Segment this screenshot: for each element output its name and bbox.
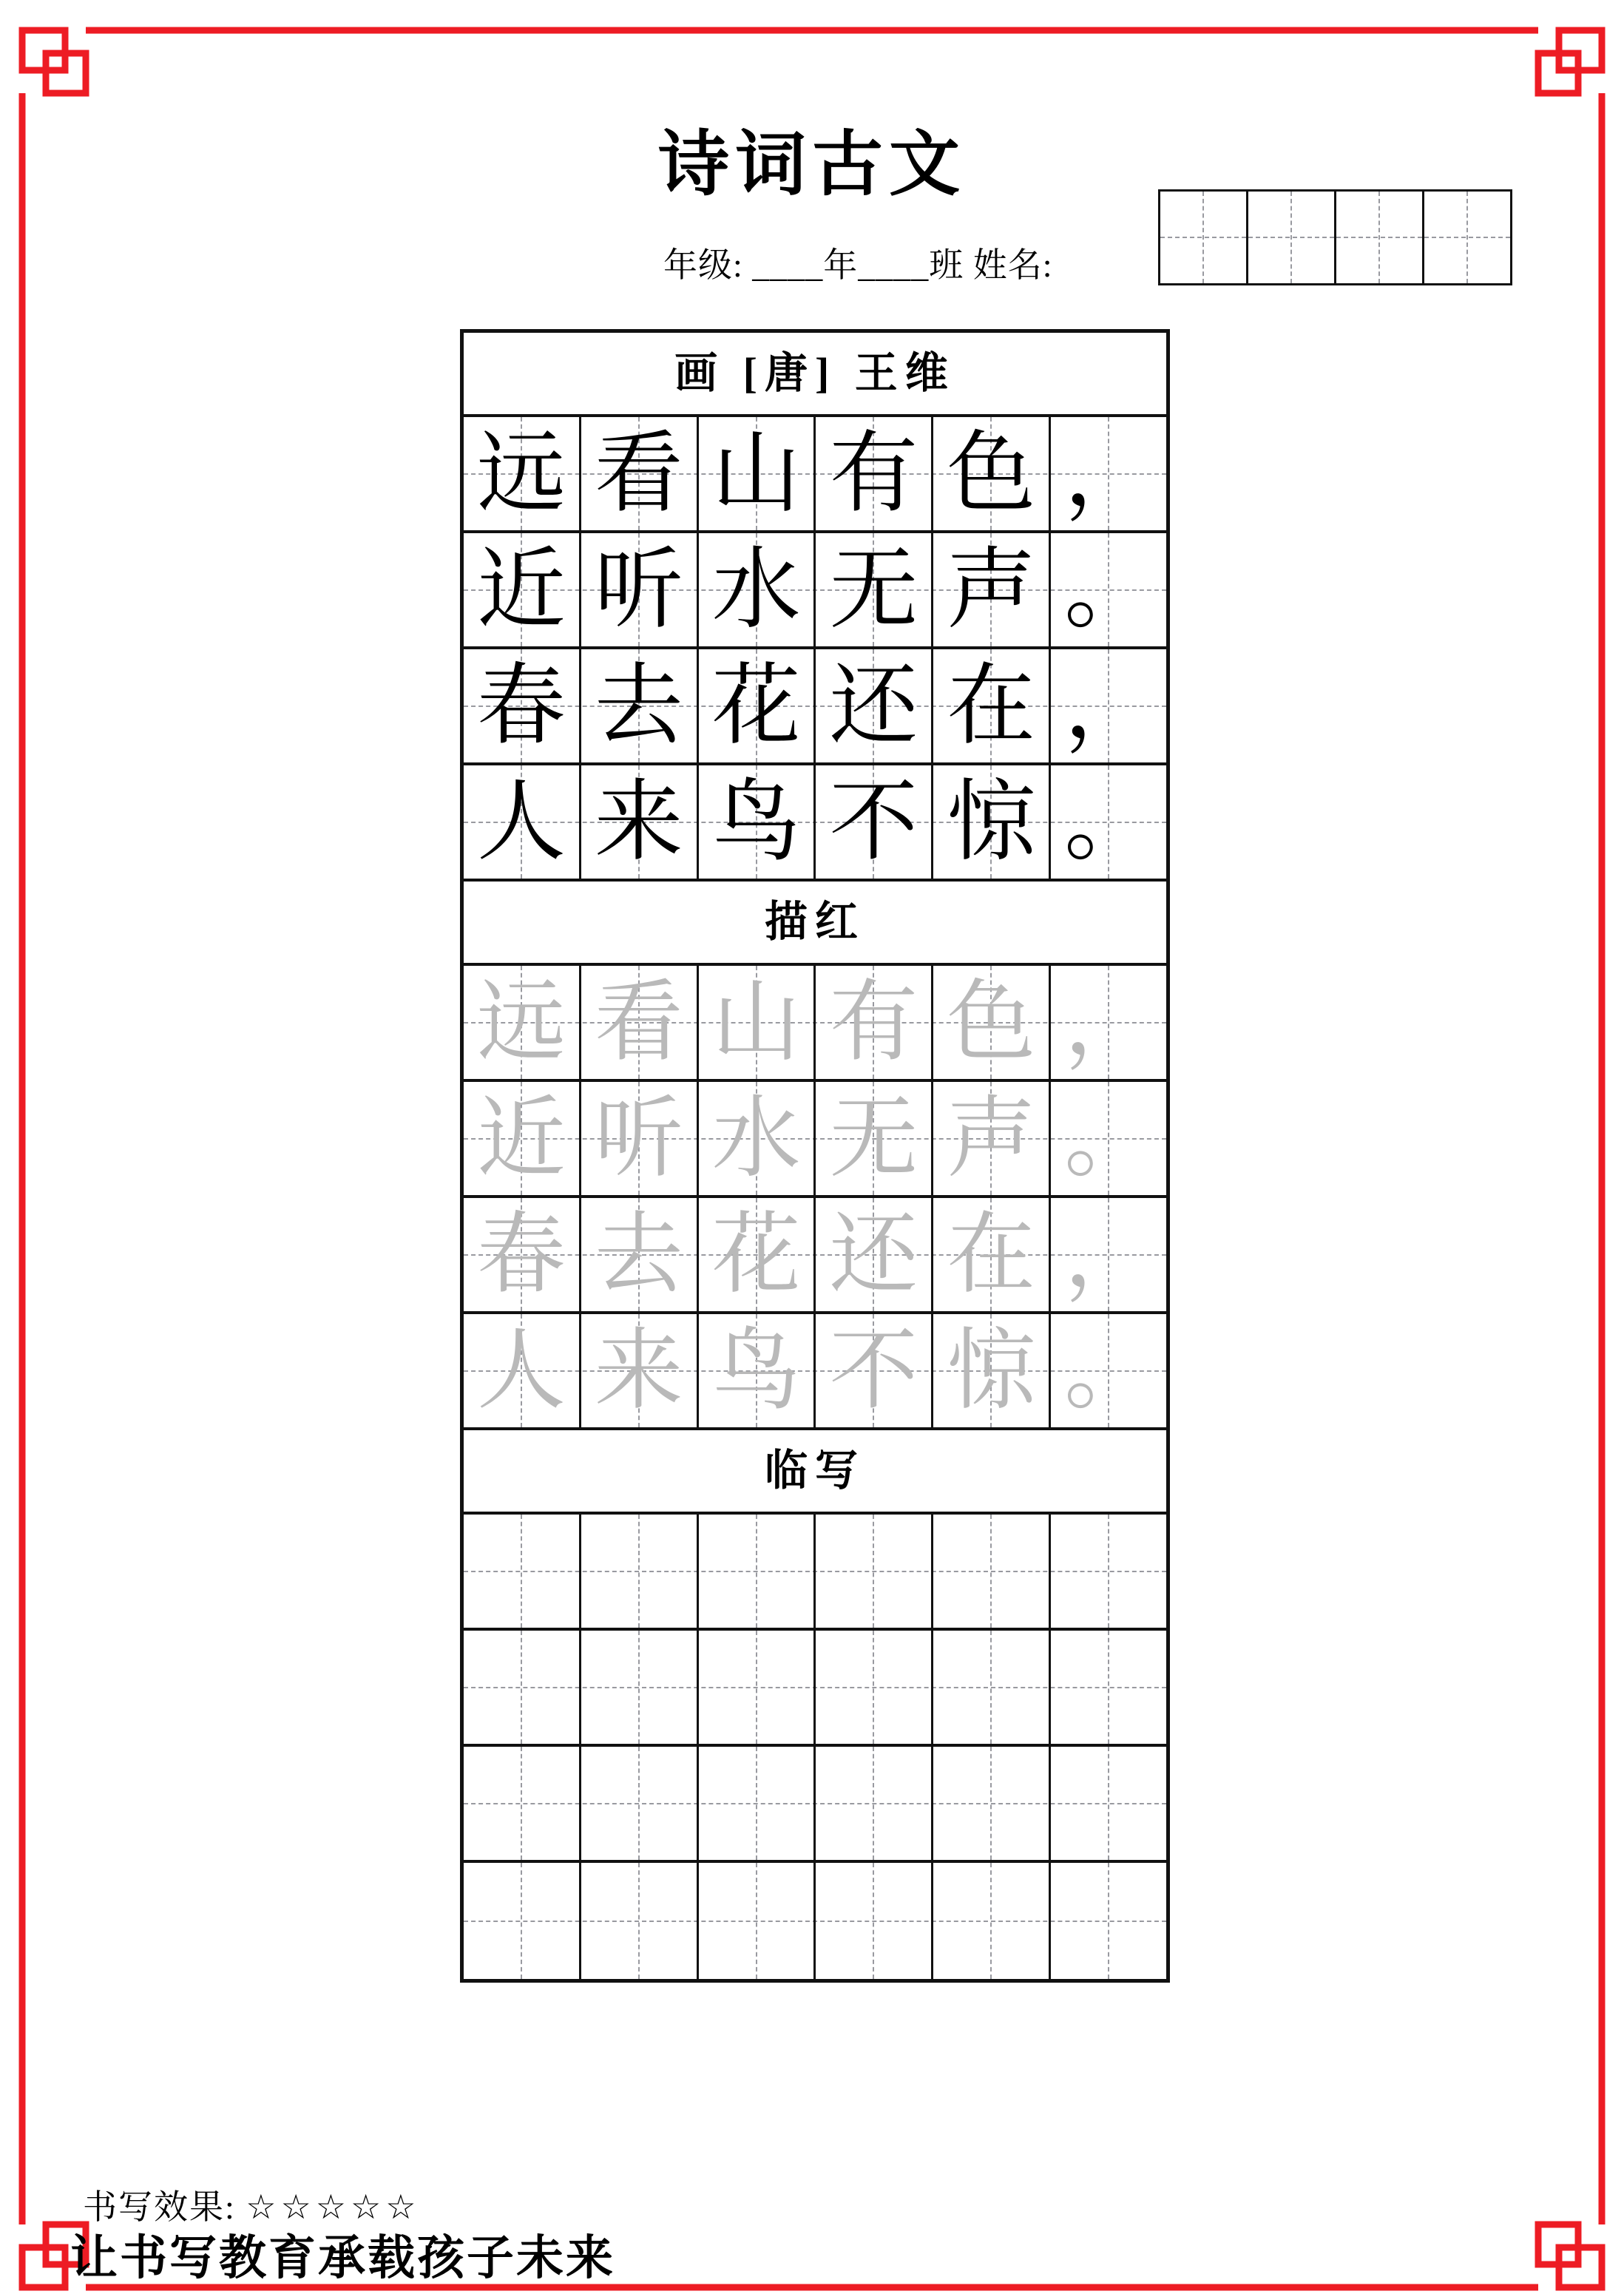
model-character: 山	[711, 424, 801, 523]
copy-char-cell	[1051, 1515, 1166, 1628]
model-char-cell	[464, 533, 581, 646]
trace-char-cell	[699, 1082, 816, 1195]
copy-char-cell	[1051, 1747, 1166, 1860]
trace-rows-section	[464, 966, 1166, 1430]
model-char-cell	[464, 765, 581, 879]
model-char-cell	[933, 649, 1051, 762]
model-row	[464, 533, 1166, 649]
name-box-cell	[1336, 192, 1424, 283]
trace-row	[464, 1082, 1166, 1198]
model-char-cell	[699, 649, 816, 762]
trace-character: 看	[594, 972, 683, 1072]
trace-character: ，	[1064, 1205, 1154, 1304]
copy-row	[464, 1747, 1166, 1863]
trace-char-cell	[816, 1314, 933, 1427]
trace-character: ，	[1064, 972, 1154, 1072]
model-char-cell	[816, 417, 933, 530]
trace-character: 春	[476, 1205, 566, 1304]
model-character: ，	[1064, 656, 1154, 755]
trace-character: 还	[829, 1205, 918, 1304]
trace-char-cell	[464, 1198, 581, 1311]
trace-char-cell	[933, 966, 1051, 1079]
copy-char-cell	[464, 1631, 581, 1744]
model-char-cell	[933, 417, 1051, 530]
model-char-cell	[699, 533, 816, 646]
copy-char-cell	[464, 1515, 581, 1628]
model-character: 人	[476, 772, 566, 871]
name-box-cell	[1424, 192, 1510, 283]
copy-char-cell	[1051, 1631, 1166, 1744]
model-char-cell	[933, 533, 1051, 646]
model-character: 来	[594, 772, 683, 871]
copy-char-cell	[933, 1863, 1051, 1979]
trace-char-cell	[699, 1198, 816, 1311]
page-title: 诗词古文	[658, 125, 966, 204]
corner-knot-ornament-bottom-right	[1538, 2224, 1602, 2287]
trace-character: 。	[1064, 1089, 1154, 1188]
copy-row	[464, 1863, 1166, 1979]
trace-char-cell	[816, 966, 933, 1079]
model-character: 。	[1064, 540, 1154, 639]
copy-char-cell	[816, 1863, 933, 1979]
name-box-cell	[1160, 192, 1248, 283]
copy-char-cell	[464, 1863, 581, 1979]
trace-character: 不	[829, 1321, 918, 1420]
model-char-cell	[581, 649, 699, 762]
model-character: 去	[594, 656, 683, 755]
model-character: 色	[947, 424, 1036, 523]
trace-character: 有	[829, 972, 918, 1072]
corner-knot-ornament-top-right	[1538, 30, 1602, 93]
trace-char-cell	[816, 1198, 933, 1311]
trace-character: 鸟	[711, 1321, 801, 1420]
trace-character: 近	[476, 1089, 566, 1188]
footer-slogan: 让书写教育承载孩子未来	[70, 2232, 615, 2284]
trace-character: 水	[711, 1089, 801, 1188]
model-character: 在	[947, 656, 1036, 755]
trace-character: 声	[947, 1089, 1036, 1188]
model-character: 无	[829, 540, 918, 639]
trace-char-cell	[933, 1082, 1051, 1195]
trace-row	[464, 1314, 1166, 1430]
trace-character: 惊	[947, 1321, 1036, 1420]
trace-character: 听	[594, 1089, 683, 1188]
model-char-cell	[464, 649, 581, 762]
trace-char-cell	[699, 966, 816, 1079]
trace-char-cell	[816, 1082, 933, 1195]
trace-section-header: 描红	[464, 882, 1166, 966]
model-character: 远	[476, 424, 566, 523]
copy-char-cell	[816, 1631, 933, 1744]
copy-char-cell	[464, 1747, 581, 1860]
model-row	[464, 765, 1166, 882]
model-char-cell	[581, 765, 699, 879]
trace-char-cell	[464, 966, 581, 1079]
copy-section-header: 临写	[464, 1430, 1166, 1515]
copy-char-cell	[1051, 1863, 1166, 1979]
trace-char-cell	[1051, 1082, 1166, 1195]
model-character: 不	[829, 772, 918, 871]
trace-char-cell	[464, 1314, 581, 1427]
trace-char-cell	[933, 1198, 1051, 1311]
model-character: 有	[829, 424, 918, 523]
model-row	[464, 649, 1166, 765]
copy-char-cell	[699, 1863, 816, 1979]
copy-char-cell	[699, 1515, 816, 1628]
model-character: 惊	[947, 772, 1036, 871]
trace-char-cell	[1051, 1314, 1166, 1427]
trace-char-cell	[699, 1314, 816, 1427]
writing-effect-label: 书写效果:	[83, 2188, 236, 2226]
trace-row	[464, 1198, 1166, 1314]
copy-char-cell	[699, 1747, 816, 1860]
model-character: 花	[711, 656, 801, 755]
copy-rows-section	[464, 1515, 1166, 1979]
model-char-cell	[581, 417, 699, 530]
model-char-cell	[1051, 417, 1166, 530]
model-character: 鸟	[711, 772, 801, 871]
trace-row	[464, 966, 1166, 1082]
practice-table	[460, 329, 1170, 1983]
trace-char-cell	[581, 1314, 699, 1427]
rating-stars: ☆☆☆☆☆	[246, 2187, 421, 2227]
model-char-cell	[699, 765, 816, 879]
trace-character: 在	[947, 1205, 1036, 1304]
trace-character: 山	[711, 972, 801, 1072]
trace-char-cell	[581, 966, 699, 1079]
corner-knot-ornament-top-left	[22, 30, 86, 93]
copy-row	[464, 1631, 1166, 1747]
model-char-cell	[933, 765, 1051, 879]
trace-char-cell	[581, 1082, 699, 1195]
model-row	[464, 417, 1166, 533]
trace-char-cell	[581, 1198, 699, 1311]
model-character: 声	[947, 540, 1036, 639]
copy-char-cell	[581, 1515, 699, 1628]
model-character: 水	[711, 540, 801, 639]
trace-char-cell	[1051, 1198, 1166, 1311]
trace-char-cell	[933, 1314, 1051, 1427]
copy-char-cell	[816, 1515, 933, 1628]
copy-char-cell	[933, 1515, 1051, 1628]
copy-char-cell	[699, 1631, 816, 1744]
model-char-cell	[1051, 765, 1166, 879]
name-box-cell	[1248, 192, 1336, 283]
trace-character: 。	[1064, 1321, 1154, 1420]
trace-character: 色	[947, 972, 1036, 1072]
trace-character: 来	[594, 1321, 683, 1420]
model-character: 近	[476, 540, 566, 639]
trace-character: 远	[476, 972, 566, 1072]
model-char-cell	[816, 533, 933, 646]
model-character: ，	[1064, 424, 1154, 523]
trace-character: 花	[711, 1205, 801, 1304]
copy-char-cell	[816, 1747, 933, 1860]
copy-char-cell	[933, 1747, 1051, 1860]
copy-char-cell	[581, 1863, 699, 1979]
model-character: 还	[829, 656, 918, 755]
model-character: 听	[594, 540, 683, 639]
model-char-cell	[581, 533, 699, 646]
name-writing-grid	[1158, 189, 1512, 285]
trace-character: 无	[829, 1089, 918, 1188]
copy-char-cell	[581, 1631, 699, 1744]
poem-title-header: 画 [唐] 王维	[464, 333, 1166, 417]
copy-char-cell	[933, 1631, 1051, 1744]
trace-char-cell	[1051, 966, 1166, 1079]
model-character: 春	[476, 656, 566, 755]
model-char-cell	[464, 417, 581, 530]
model-rows-section	[464, 417, 1166, 882]
trace-char-cell	[464, 1082, 581, 1195]
model-char-cell	[1051, 649, 1166, 762]
trace-character: 人	[476, 1321, 566, 1420]
model-char-cell	[816, 649, 933, 762]
model-char-cell	[816, 765, 933, 879]
trace-character: 去	[594, 1205, 683, 1304]
model-character: 看	[594, 424, 683, 523]
grade-class-name-line: 年级: ____年____班 姓名:	[663, 246, 1053, 284]
copy-row	[464, 1515, 1166, 1631]
model-char-cell	[699, 417, 816, 530]
model-character: 。	[1064, 772, 1154, 871]
copy-char-cell	[581, 1747, 699, 1860]
model-char-cell	[1051, 533, 1166, 646]
